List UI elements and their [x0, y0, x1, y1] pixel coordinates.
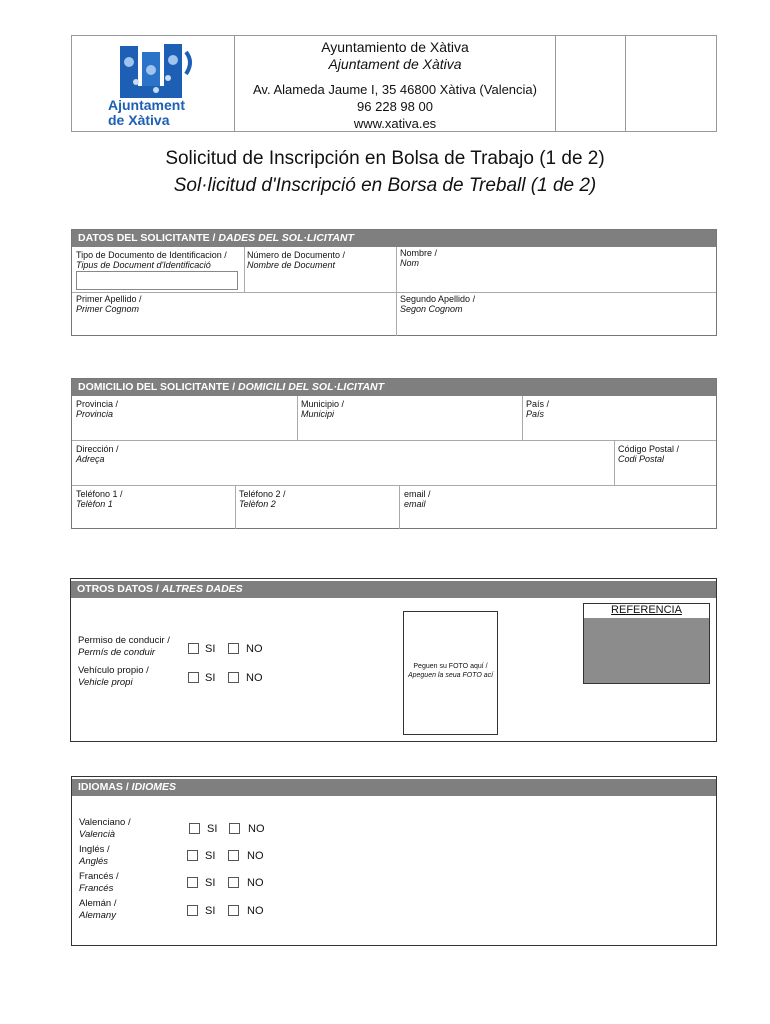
form-title-va: Sol·licitud d'Inscripció en Borsa de Treball (1 de 2)	[173, 175, 597, 196]
address-heading-va: DOMICILI DEL SOL·LICITANT	[238, 381, 385, 393]
street-label: Dirección / Adreça	[76, 444, 119, 464]
other-section-header	[71, 581, 716, 598]
surname2-label: Segundo Apellido / Segon Cognom	[400, 294, 476, 314]
language-row-label: Francés / Francés	[79, 871, 119, 894]
surname2-field[interactable]	[398, 314, 714, 334]
languages-heading-va: IDIOMES	[131, 781, 177, 793]
org-name-es: Ayuntamiento de Xàtiva	[321, 39, 469, 55]
address-heading-es: DOMICILIO DEL SOLICITANTE /	[78, 381, 239, 393]
country-field[interactable]	[524, 419, 714, 438]
city-logo-icon	[112, 42, 202, 100]
languages-section-header	[72, 779, 716, 796]
ingles-yes-label: SI	[205, 850, 216, 862]
logo-text	[108, 98, 185, 128]
applicant-heading-es: DATOS DEL SOLICITANTE /	[78, 232, 219, 244]
name-field[interactable]	[398, 270, 714, 290]
photo-instruction-va: Apeguen la seua FOTO ací	[407, 672, 494, 679]
country-label: País / País	[526, 399, 550, 419]
language-row-label: Alemán / Alemany	[79, 898, 117, 921]
valenciano-no-checkbox[interactable]	[229, 823, 240, 834]
frances-yes-label: SI	[205, 877, 216, 889]
address-section	[71, 378, 717, 529]
logo-cell	[72, 36, 235, 131]
ingles-yes-checkbox[interactable]	[187, 850, 198, 861]
frances-no-checkbox[interactable]	[228, 877, 239, 888]
name-label: Nombre / Nom	[400, 248, 438, 268]
surname1-label: Primer Apellido / Primer Cognom	[76, 294, 142, 314]
municipality-label: Municipio / Municipi	[301, 399, 345, 419]
aleman-yes-label: SI	[205, 905, 216, 917]
email-label: email / email	[404, 489, 431, 509]
photo-instructions	[404, 662, 497, 680]
org-website: www.xativa.es	[353, 116, 437, 131]
ingles-no-label: NO	[247, 850, 264, 862]
license-no-label: NO	[246, 643, 263, 655]
language-row-label: Inglés / Anglés	[79, 844, 110, 867]
email-field[interactable]	[402, 507, 714, 527]
logo-line-2: de Xàtiva	[108, 112, 170, 128]
valenciano-yes-label: SI	[207, 823, 218, 835]
license-label: Permiso de conducir / Permís de conduir	[78, 635, 170, 658]
applicant-section	[71, 229, 717, 336]
doc-number-field[interactable]	[245, 270, 395, 290]
applicant-heading-va: DADES DEL SOL·LICITANT	[218, 232, 354, 244]
doc-type-select[interactable]	[76, 271, 238, 290]
languages-section	[71, 776, 717, 946]
letterhead	[71, 35, 717, 132]
vehicle-no-label: NO	[246, 672, 263, 684]
photo-box[interactable]	[403, 611, 498, 735]
street-field[interactable]	[74, 463, 610, 483]
phone1-field[interactable]	[74, 507, 232, 527]
other-data-section	[70, 578, 717, 742]
form-title-es: Solicitud de Inscripción en Bolsa de Trabajo (1 de 2)	[165, 148, 605, 169]
vehicle-no-checkbox[interactable]	[228, 672, 239, 683]
language-row-label: Valenciano / Valencià	[79, 817, 131, 840]
photo-instruction-es: Peguen su FOTO aquí /	[413, 663, 488, 670]
phone2-label: Teléfono 2 / Telèfon 2	[239, 489, 286, 509]
license-no-checkbox[interactable]	[228, 643, 239, 654]
doc-type-label: Tipo de Documento de Identificacion / Tipus de Document d'Identificació	[76, 250, 227, 270]
postcode-field[interactable]	[616, 463, 714, 483]
license-yes-label: SI	[205, 643, 216, 655]
ingles-no-checkbox[interactable]	[228, 850, 239, 861]
surname1-field[interactable]	[74, 314, 394, 334]
province-label: Provincia / Provincia	[76, 399, 119, 419]
province-field[interactable]	[74, 419, 294, 438]
phone1-label: Teléfono 1 / Telèfon 1	[76, 489, 123, 509]
aleman-no-checkbox[interactable]	[228, 905, 239, 916]
aleman-yes-checkbox[interactable]	[187, 905, 198, 916]
valenciano-yes-checkbox[interactable]	[189, 823, 200, 834]
reference-label: REFERENCIA	[584, 604, 709, 618]
org-phone: 96 228 98 00	[357, 99, 433, 114]
postcode-label: Código Postal / Codi Postal	[618, 444, 680, 464]
org-name-va: Ajuntament de Xàtiva	[328, 56, 462, 72]
vehicle-label: Vehículo propio / Vehicle propi	[78, 665, 149, 688]
aleman-no-label: NO	[247, 905, 264, 917]
reference-box	[583, 603, 710, 684]
org-info-cell	[235, 36, 556, 131]
other-heading-es: OTROS DATOS /	[77, 583, 162, 595]
logo-line-1: Ajuntament	[108, 97, 185, 113]
languages-heading-es: IDIOMAS /	[78, 781, 132, 793]
license-yes-checkbox[interactable]	[188, 643, 199, 654]
header-blank-cell-1	[556, 36, 626, 131]
address-section-header	[72, 379, 716, 396]
org-address: Av. Alameda Jaume I, 35 46800 Xàtiva (Valencia)	[252, 82, 537, 97]
vehicle-yes-label: SI	[205, 672, 216, 684]
other-heading-va: ALTRES DADES	[161, 583, 243, 595]
phone2-field[interactable]	[237, 507, 397, 527]
valenciano-no-label: NO	[248, 823, 265, 835]
frances-no-label: NO	[247, 877, 264, 889]
doc-number-label: Número de Documento / Nombre de Document	[247, 250, 346, 270]
applicant-section-header	[72, 230, 716, 247]
frances-yes-checkbox[interactable]	[187, 877, 198, 888]
vehicle-yes-checkbox[interactable]	[188, 672, 199, 683]
municipality-field[interactable]	[299, 419, 519, 438]
